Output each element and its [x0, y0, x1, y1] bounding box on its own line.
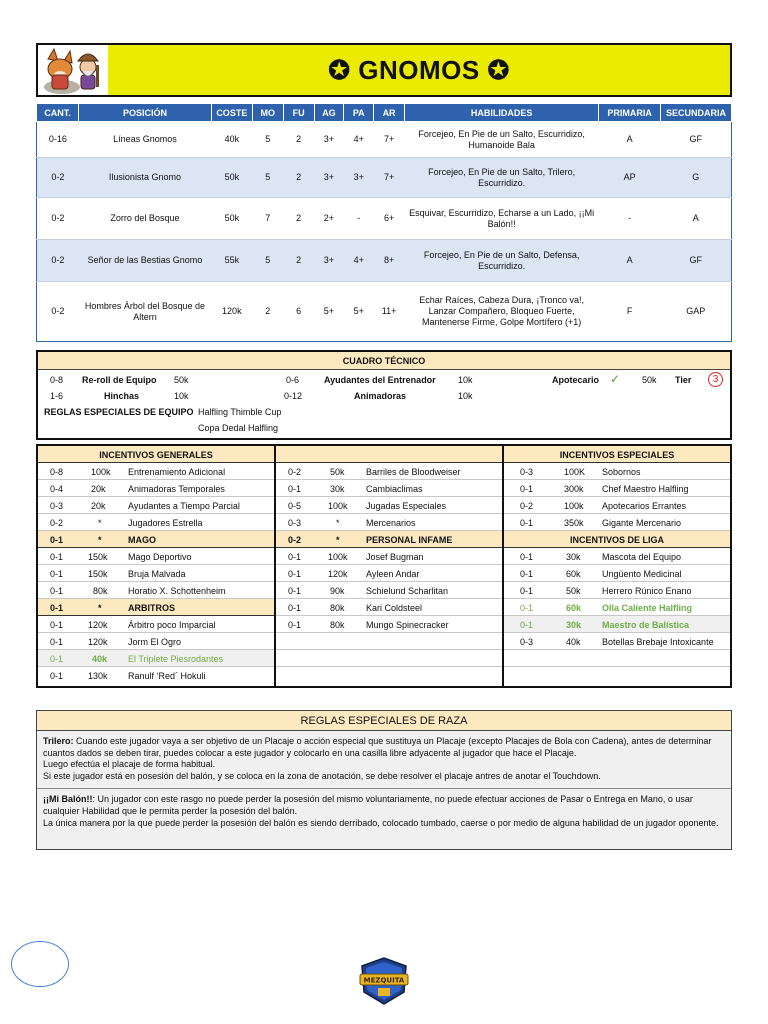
cell-primaria: AP [599, 158, 661, 198]
cell-cant: 0-2 [37, 198, 79, 240]
cell-mo: 5 [252, 240, 283, 282]
col-header: SECUNDARIA [660, 104, 731, 122]
cell-cant: 0-16 [37, 122, 79, 158]
list-item [276, 650, 502, 667]
cell-mo: 2 [252, 282, 283, 342]
list-item: 0-2 * Jugadores Estrella [38, 514, 274, 531]
cell-ar: 7+ [374, 158, 405, 198]
list-item: 0-3 40k Botellas Brebaje Intoxicante [504, 633, 730, 650]
table-row [37, 198, 732, 240]
incentivos-col-1 [38, 446, 276, 686]
personal-infame-head: 0-2 * PERSONAL INFAME [276, 531, 502, 548]
cell-pa: 5+ [344, 282, 374, 342]
cell-secundaria: A [660, 198, 731, 240]
ayudantes-label: Ayudantes del Entrenador [324, 375, 436, 385]
list-item: 0-1 50k Herrero Rúnico Enano [504, 582, 730, 599]
list-item: 0-5 100k Jugadas Especiales [276, 497, 502, 514]
arbitros-head: 0-1 * ARBITROS [38, 599, 274, 616]
reroll-cant: 0-8 [50, 375, 64, 385]
positions-table [36, 103, 732, 342]
title-banner [108, 45, 730, 95]
tecnico-row [38, 372, 730, 388]
mibalon-text-2: La única manera por la que puede perder la posesión del balón es siendo derribado, colocado tumbado, caerse o por medio de alguna habilidad de un jugador oponente. [43, 817, 719, 828]
cell-primaria: A [599, 122, 661, 158]
col-header: PRIMARIA [599, 104, 661, 122]
tecnico-row [38, 420, 730, 436]
incentivos-panel [36, 444, 732, 688]
table-row [37, 240, 732, 282]
list-item: 0-4 20k Animadoras Temporales [38, 480, 274, 497]
blank-oval-stamp [11, 941, 69, 987]
cell-coste: 40k [211, 122, 252, 158]
cell-pa: - [344, 198, 374, 240]
list-item: 0-1 30k Maestro de Balística [504, 616, 730, 633]
cell-posicion: Señor de las Bestias Gnomo [79, 240, 212, 282]
col-header: PA [344, 104, 374, 122]
cell-habilidades: Forcejeo, En Pie de un Salto, Escurridizo, Humanoide Bala [404, 122, 598, 158]
reroll-label: Re-roll de Equipo [82, 375, 157, 385]
animadoras-cant: 0-12 [284, 391, 303, 401]
cell-mo: 7 [252, 198, 283, 240]
list-item: 0-1 130k Ranulf ‘Red´ Hokuli [50, 671, 206, 681]
incentivos-col-2 [276, 446, 504, 686]
list-item: 0-1 100k Josef Bugman [276, 548, 502, 565]
cuadro-tecnico [36, 350, 732, 440]
ayudantes-cost: 10k [458, 375, 473, 385]
reglas-raza-panel [36, 710, 732, 850]
cell-posicion: Líneas Gnomos [79, 122, 212, 158]
trilero-text-3: Si este jugador está en posesión del balón, y se coloca en la zona de anotación, se debe resolver el placaje antres de anotar el Touchdown. [43, 770, 601, 781]
team-logo [38, 45, 108, 95]
cell-fu: 2 [283, 158, 314, 198]
cell-cant: 0-2 [37, 240, 79, 282]
col-header: AG [314, 104, 344, 122]
list-item: 0-1 150k Mago Deportivo [38, 548, 274, 565]
cuadro-tecnico-title: CUADRO TÉCNICO [38, 352, 730, 370]
tecnico-row [38, 388, 730, 404]
cell-primaria: F [599, 282, 661, 342]
col-header: COSTE [211, 104, 252, 122]
animadoras-label: Animadoras [354, 391, 407, 401]
cell-ar: 6+ [374, 198, 405, 240]
col-header: HABILIDADES [404, 104, 598, 122]
list-item [504, 650, 730, 667]
cell-mo: 5 [252, 122, 283, 158]
positions-header-row [37, 104, 732, 122]
cell-ag: 3+ [314, 158, 344, 198]
list-item: 0-2 50k Barriles de Bloodweiser [276, 463, 502, 480]
cell-habilidades: Echar Raíces, Cabeza Dura, ¡Tronco va!, Lanzar Compañero, Bloqueo Fuerte, Mantenerse Firme, Golpe Mortífero (+1) [404, 282, 598, 342]
mibalon-text-1: ¡¡Mi Balón!!: Un jugador con este rasgo no puede perder la posesión del mismo voluntariamente, no puede efectuar acciones de Pasar o Entrega en Mano, o usar cualquier Habilidad que le permita perder la posesión del balón. [43, 794, 693, 816]
col-header: AR [374, 104, 405, 122]
cell-ag: 3+ [314, 122, 344, 158]
table-row [37, 158, 732, 198]
regla-equipo: Halfling Thimble Cup [198, 407, 282, 417]
cell-ag: 2+ [314, 198, 344, 240]
list-item: 0-1 60k Olla Caliente Halfling [504, 599, 730, 616]
table-row [37, 122, 732, 158]
cell-secundaria: G [660, 158, 731, 198]
hinchas-cost: 10k [174, 391, 189, 401]
animadoras-cost: 10k [458, 391, 473, 401]
list-item: 0-1 80k Kari Coldsteel [276, 599, 502, 616]
list-item [504, 667, 730, 684]
cell-posicion: Ilusionista Gnomo [79, 158, 212, 198]
mezquita-league-badge-icon [356, 956, 412, 1006]
cell-ar: 11+ [374, 282, 405, 342]
cell-secundaria: GAP [660, 282, 731, 342]
cell-mo: 5 [252, 158, 283, 198]
cell-primaria: A [599, 240, 661, 282]
list-item: 0-3 100K Sobornos [504, 463, 730, 480]
list-item: 0-1 30k Mascota del Equipo [504, 548, 730, 565]
list-item: 0-2 100k Apotecarios Errantes [504, 497, 730, 514]
list-item: 0-3 * Mercenarios [276, 514, 502, 531]
spacer-head [276, 446, 502, 463]
reroll-cost: 50k [174, 375, 189, 385]
cell-posicion: Zorro del Bosque [79, 198, 212, 240]
list-item: 0-1 40k El Triplete Piesrodantes [38, 650, 274, 667]
cell-habilidades: Forcejeo, En Pie de un Salto, Defensa, Escurridizo. [404, 240, 598, 282]
mibalon-name: ¡¡Mi Balón!! [43, 794, 93, 805]
cell-fu: 2 [283, 240, 314, 282]
hinchas-label: Hinchas [104, 391, 140, 401]
list-item: 0-1 120k Jorm El Ogro [38, 633, 274, 650]
col-header: CANT. [37, 104, 79, 122]
mago-head: 0-1 * MAGO [38, 531, 274, 548]
apotecario-cost: 50k [642, 375, 657, 385]
cell-posicion: Hombres Árbol del Bosque de Altern [79, 282, 212, 342]
list-item [276, 633, 502, 650]
cell-cant: 0-2 [37, 158, 79, 198]
cell-ag: 3+ [314, 240, 344, 282]
cell-fu: 6 [283, 282, 314, 342]
cell-pa: 3+ [344, 158, 374, 198]
list-item: 0-8 100k Entrenamiento Adicional [38, 463, 274, 480]
incentivos-generales-title: INCENTIVOS GENERALES [38, 446, 274, 463]
list-item: 0-1 120k Árbitro poco Imparcial [38, 616, 274, 633]
list-item: 0-1 120k Ayleen Andar [276, 565, 502, 582]
tier-value: 3 [708, 372, 723, 387]
cell-ar: 8+ [374, 240, 405, 282]
trilero-text-2: Luego efectúa el placaje de forma habitual. [43, 759, 216, 770]
hinchas-cant: 1-6 [50, 391, 64, 401]
col-header: MO [252, 104, 283, 122]
cell-pa: 4+ [344, 122, 374, 158]
list-item: 0-1 80k Mungo Spinecracker [276, 616, 502, 633]
cell-cant: 0-2 [37, 282, 79, 342]
tecnico-row [38, 404, 730, 420]
cell-primaria: - [599, 198, 661, 240]
cell-habilidades: Esquivar, Escurridizo, Echarse a un Lado, ¡¡Mi Balón!! [404, 198, 598, 240]
cell-fu: 2 [283, 122, 314, 158]
trilero-text-1: Trilero: Cuando este jugador vaya a ser objetivo de un Placaje o acción especial que sustituya un Placaje (excepto Placajes de Bola con Cadena), antes de determinar cuantos dados se deben tirar, puedes colocar a este jugador y colocarlo en una casilla libre adyacente al jugador que hace el Placaje. [43, 736, 712, 758]
apotecario-label: Apotecario [552, 375, 600, 385]
regla-trilero [37, 731, 731, 788]
regla-equipo: Copa Dedal Halfling [198, 423, 279, 433]
col-header: FU [283, 104, 314, 122]
cell-coste: 120k [211, 282, 252, 342]
page-title: ✪ GNOMOS ✪ [328, 54, 510, 85]
gnome-fox-illustration-icon [38, 45, 108, 95]
team-header [36, 43, 732, 97]
cell-secundaria: GF [660, 122, 731, 158]
list-item: 0-3 20k Ayudantes a Tiempo Parcial [38, 497, 274, 514]
cell-habilidades: Forcejeo, En Pie de un Salto, Trilero, Escurridizo. [404, 158, 598, 198]
list-item: 0-1 300k Chef Maestro Halfling [504, 480, 730, 497]
cell-ag: 5+ [314, 282, 344, 342]
regla-mi-balon [37, 788, 731, 835]
cell-coste: 55k [211, 240, 252, 282]
list-item: 0-1 150k Bruja Malvada [38, 565, 274, 582]
check-icon: ✓ [610, 372, 621, 386]
col-header: POSICIÓN [79, 104, 212, 122]
cell-fu: 2 [283, 198, 314, 240]
cell-coste: 50k [211, 158, 252, 198]
table-row [37, 282, 732, 342]
incentivos-especiales-title: INCENTIVOS ESPECIALES [504, 446, 730, 463]
list-item: 0-1 30k Cambiaclimas [276, 480, 502, 497]
reglas-raza-title: REGLAS ESPECIALES DE RAZA [37, 711, 731, 731]
cell-pa: 4+ [344, 240, 374, 282]
incentivos-col-3 [504, 446, 730, 686]
reglas-equipo-label: REGLAS ESPECIALES DE EQUIPO [44, 407, 194, 417]
list-item: 0-1 80k Horatio X. Schottenheim [38, 582, 274, 599]
cell-coste: 50k [211, 198, 252, 240]
incentivos-liga-title: INCENTIVOS DE LIGA [504, 531, 730, 548]
trilero-name: Trilero: [43, 736, 74, 746]
list-item: 0-1 90k Schielund Scharlitan [276, 582, 502, 599]
cell-ar: 7+ [374, 122, 405, 158]
list-item: 0-1 60k Ungüento Medicinal [504, 565, 730, 582]
tier-label: Tier [675, 375, 692, 385]
badge-text: MEZQUITA [363, 976, 405, 985]
cell-secundaria: GF [660, 240, 731, 282]
list-item: 0-1 350k Gigante Mercenario [504, 514, 730, 531]
ayudantes-cant: 0-6 [286, 375, 300, 385]
